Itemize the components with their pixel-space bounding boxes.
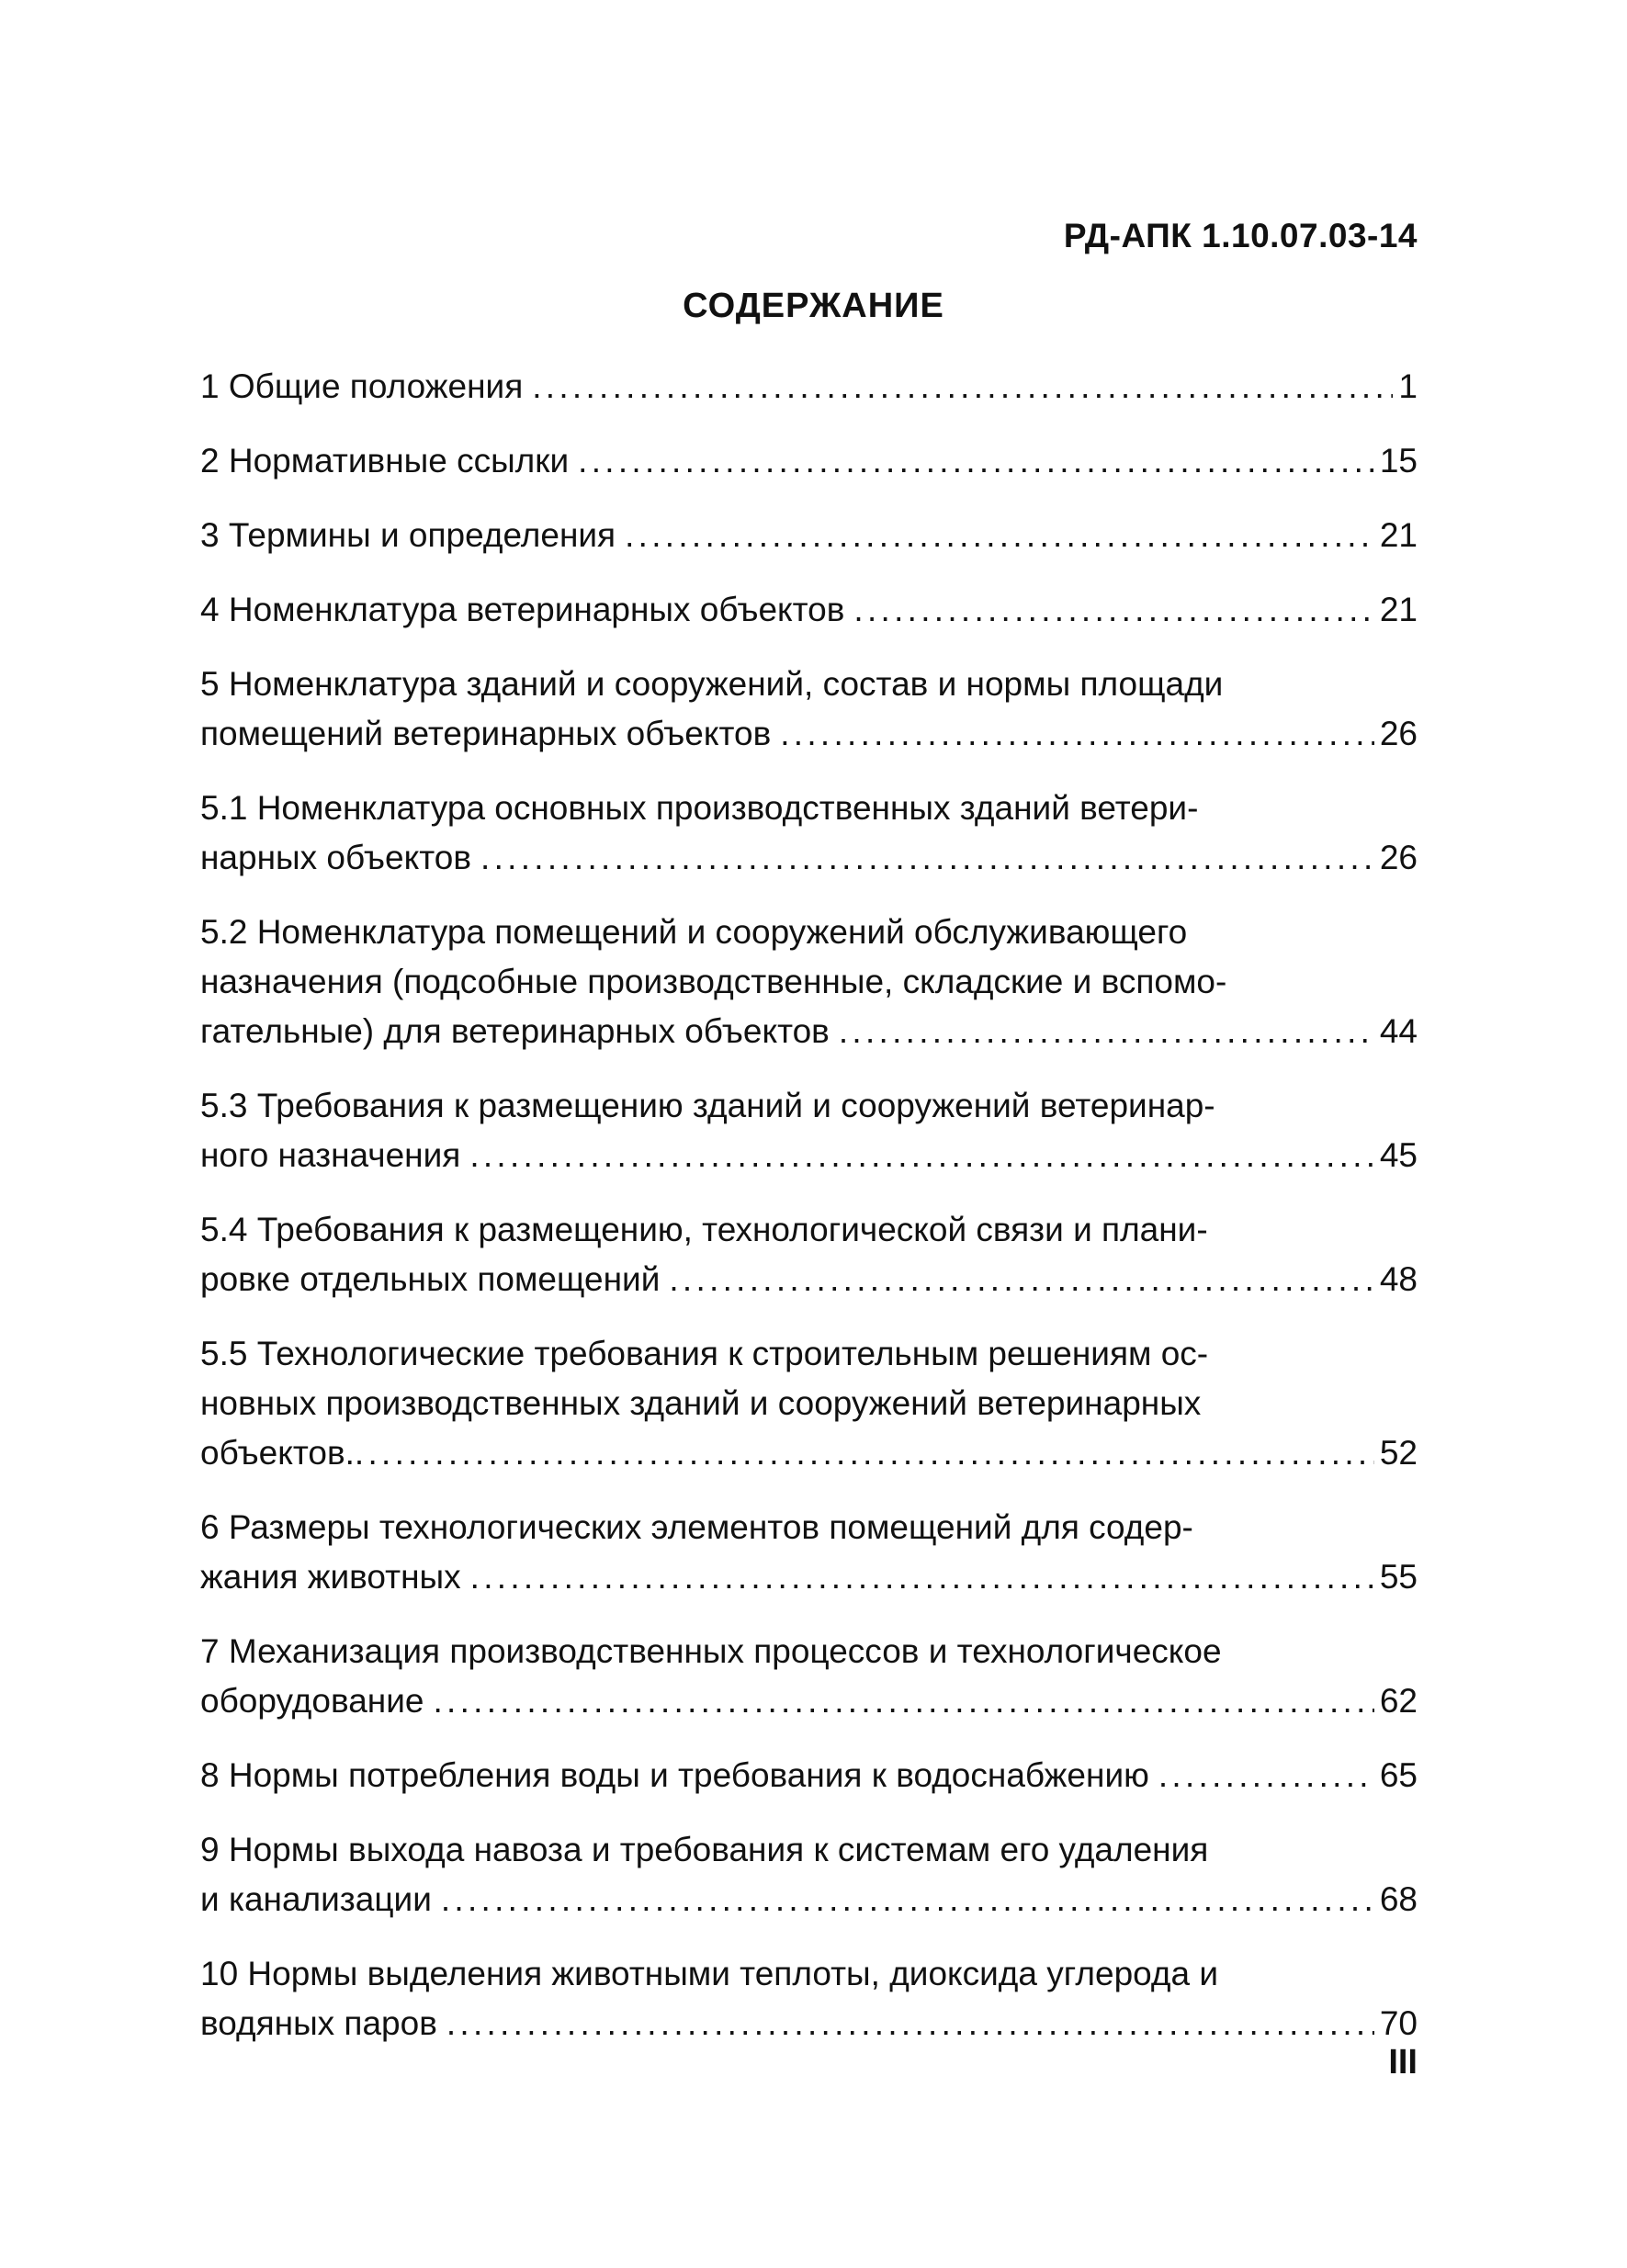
toc-entry-line: 5.2 Номенклатура помещений и сооружений обслуживающего	[200, 913, 1188, 951]
dot-leader	[780, 709, 1374, 759]
toc-entry-last-line	[200, 1751, 1418, 1800]
toc-entry	[200, 1329, 1418, 1478]
toc-entry-last-line	[200, 1007, 1418, 1056]
toc-entry	[200, 1627, 1418, 1726]
toc-entry-line: 5.4 Требования к размещению, технологической связи и плани-	[200, 1211, 1208, 1248]
toc-entry-line: объектов.	[200, 1434, 355, 1472]
document-code: РД-АПК 1.10.07.03-14	[1063, 217, 1418, 254]
toc-page-number: 1	[1398, 367, 1418, 405]
toc-entry-last-line	[200, 833, 1418, 883]
toc-entry-line: жания животных	[200, 1558, 461, 1596]
toc-entry-last-line	[200, 1428, 1418, 1478]
dot-leader	[469, 1131, 1374, 1180]
dot-leader	[1158, 1751, 1374, 1800]
toc-entry	[200, 660, 1418, 759]
toc-entry-line: 1 Общие положения	[200, 367, 524, 405]
toc-entry	[200, 784, 1418, 883]
toc-page-number: 21	[1379, 591, 1418, 628]
toc-entry-last-line	[200, 1676, 1418, 1726]
toc-entry-line: 10 Нормы выделения животными теплоты, диоксида углерода и	[200, 1955, 1219, 1992]
dot-leader	[625, 511, 1374, 560]
toc-entry-line: гательные) для ветеринарных объектов	[200, 1012, 830, 1050]
toc-page-number: 55	[1379, 1558, 1418, 1596]
toc-entry-last-line	[200, 1255, 1418, 1304]
toc-entry-line: и канализации	[200, 1880, 432, 1918]
dot-leader	[441, 1875, 1374, 1924]
toc-entry-line: ровке отдельных помещений	[200, 1260, 661, 1298]
toc-entry-line: 4 Номенклатура ветеринарных объектов	[200, 591, 845, 628]
toc-page-number: 52	[1379, 1434, 1418, 1472]
toc-page-number: 62	[1379, 1682, 1418, 1720]
toc-entry-line: 2 Нормативные ссылки	[200, 442, 570, 480]
toc-entry-last-line	[200, 585, 1418, 635]
toc-page-number: 70	[1379, 2004, 1418, 2042]
toc-page-number: 26	[1379, 715, 1418, 752]
dot-leader	[470, 1552, 1374, 1602]
toc-entry-line: назначения (подсобные производственные, складские и вспомо-	[200, 963, 1227, 1000]
toc-entry	[200, 1081, 1418, 1180]
toc-entry	[200, 1503, 1418, 1602]
dot-leader	[839, 1007, 1374, 1056]
page-number: III	[1388, 2043, 1418, 2082]
toc-entry-line: 8 Нормы потребления воды и требования к водоснабжению	[200, 1756, 1149, 1794]
toc-entry	[200, 436, 1418, 486]
toc-entry-line: 5.3 Требования к размещению зданий и сооружений ветеринар-	[200, 1087, 1215, 1124]
toc-entry-last-line	[200, 1552, 1418, 1602]
toc-page-number: 48	[1379, 1260, 1418, 1298]
toc-entry-last-line	[200, 1999, 1418, 2048]
toc-entry-line: водяных паров	[200, 2004, 437, 2042]
toc-entry-line: 7 Механизация производственных процессов и технологическое	[200, 1632, 1222, 1670]
toc-page-number: 15	[1379, 442, 1418, 480]
toc-entry-last-line	[200, 511, 1418, 560]
toc-title: СОДЕРЖАНИЕ	[683, 287, 944, 325]
toc-entry	[200, 585, 1418, 635]
toc-entry-last-line	[200, 1875, 1418, 1924]
toc-page-number: 68	[1379, 1880, 1418, 1918]
toc-entry-line: 5.1 Номенклатура основных производственных зданий ветери-	[200, 789, 1199, 827]
toc-entry-line: 6 Размеры технологических элементов помещений для содер-	[200, 1508, 1193, 1546]
dot-leader	[446, 1999, 1374, 2048]
toc-entry-line: 3 Термины и определения	[200, 516, 616, 554]
toc-entry-last-line	[200, 362, 1418, 412]
dot-leader	[853, 585, 1373, 635]
dot-leader	[433, 1676, 1373, 1726]
dot-leader	[355, 1428, 1374, 1478]
toc-entry	[200, 1751, 1418, 1800]
toc-entry-line: новных производственных зданий и сооружений ветеринарных	[200, 1384, 1202, 1422]
toc-entry-last-line	[200, 1131, 1418, 1180]
toc-entry-line: 5.5 Технологические требования к строительным решениям ос-	[200, 1335, 1209, 1372]
dot-leader	[532, 362, 1393, 412]
toc-entry-line: нарных объектов	[200, 839, 472, 876]
toc-entry	[200, 1949, 1418, 2048]
toc-entry-last-line	[200, 436, 1418, 486]
toc-entry-line: помещений ветеринарных объектов	[200, 715, 772, 752]
toc-entry-line: оборудование	[200, 1682, 424, 1720]
toc-entry	[200, 362, 1418, 412]
toc-entry-line: 5 Номенклатура зданий и сооружений, состав и нормы площади	[200, 665, 1224, 703]
toc-entry	[200, 1205, 1418, 1304]
toc-page-number: 65	[1379, 1756, 1418, 1794]
table-of-contents	[200, 362, 1418, 2073]
toc-entry	[200, 511, 1418, 560]
dot-leader	[480, 833, 1374, 883]
toc-entry-last-line	[200, 709, 1418, 759]
toc-entry	[200, 1825, 1418, 1924]
toc-page-number: 45	[1379, 1136, 1418, 1174]
toc-entry	[200, 908, 1418, 1056]
dot-leader	[669, 1255, 1373, 1304]
dot-leader	[578, 436, 1374, 486]
toc-page-number: 44	[1379, 1012, 1418, 1050]
toc-entry-line: ного назначения	[200, 1136, 461, 1174]
toc-page-number: 21	[1379, 516, 1418, 554]
toc-entry-line: 9 Нормы выхода навоза и требования к системам его удаления	[200, 1831, 1209, 1868]
toc-page-number: 26	[1379, 839, 1418, 876]
